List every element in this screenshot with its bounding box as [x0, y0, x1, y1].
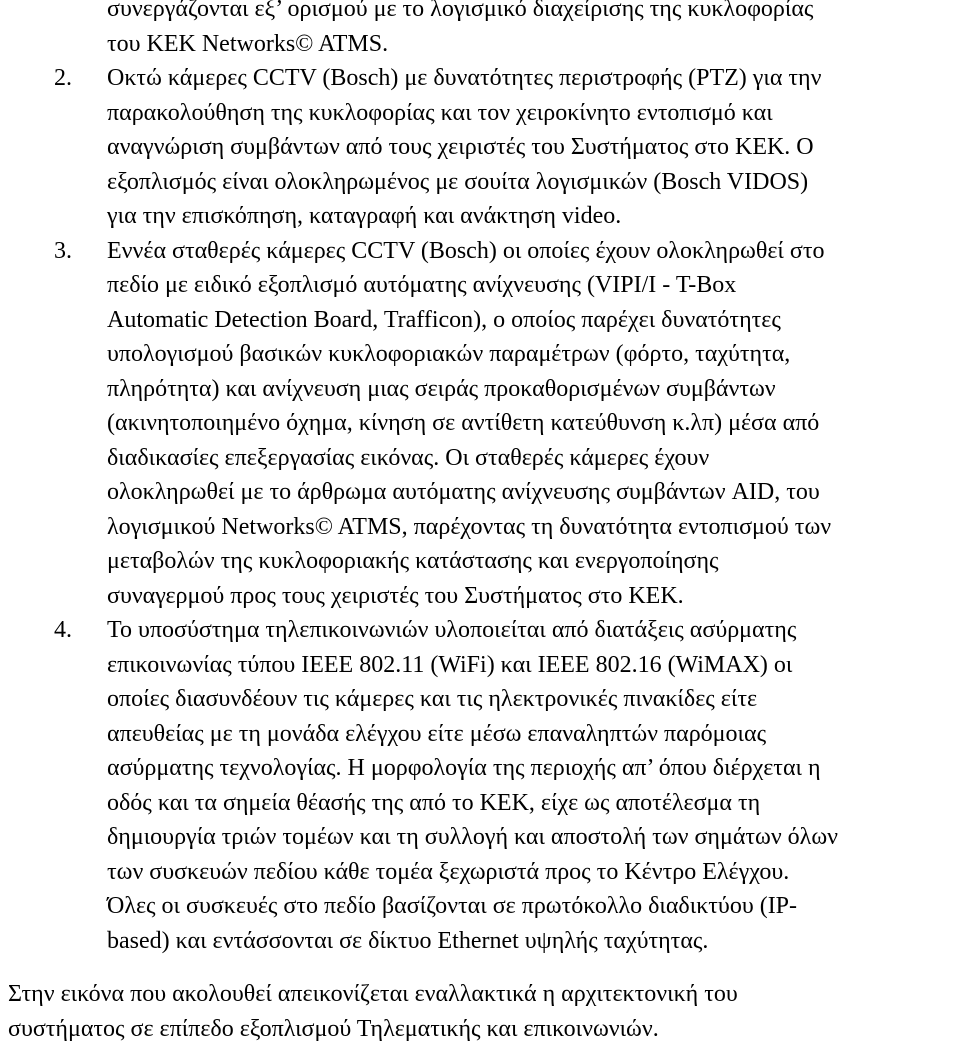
- text-line: Automatic Detection Board, Trafficon), ο οποίος παρέχει δυνατότητες: [107, 303, 942, 338]
- list-item-4: [0, 613, 960, 958]
- text-line: οποίες διασυνδέουν τις κάμερες και τις ηλεκτρονικές πινακίδες είτε: [107, 682, 942, 717]
- text-line: υπολογισμού βασικών κυκλοφοριακών παραμέτρων (φόρτο, ταχύτητα,: [107, 337, 942, 372]
- text-line: επικοινωνίας τύπου IEEE 802.11 (WiFi) και IEEE 802.16 (WiMAX) οι: [107, 648, 942, 683]
- text-line: based) και εντάσσονται σε δίκτυο Ethernet υψηλής ταχύτητας.: [107, 924, 942, 959]
- list-item-3: [0, 234, 960, 614]
- text-line: του ΚΕΚ Networks© ATMS.: [107, 27, 942, 62]
- text-line: για την επισκόπηση, καταγραφή και ανάκτηση video.: [107, 199, 942, 234]
- text-line: Εννέα σταθερές κάμερες CCTV (Bosch) οι οποίες έχουν ολοκληρωθεί στο: [107, 234, 942, 269]
- text-line: ολοκληρωθεί με το άρθρωμα αυτόματης ανίχνευσης συμβάντων AID, του: [107, 475, 942, 510]
- text-line: συναγερμού προς τους χειριστές του Συστήματος στο ΚΕΚ.: [107, 579, 942, 614]
- text-line: Οκτώ κάμερες CCTV (Bosch) με δυνατότητες περιστροφής (PTZ) για την: [107, 61, 942, 96]
- text-line: εξοπλισμός είναι ολοκληρωμένος με σουίτα λογισμικών (Bosch VIDOS): [107, 165, 942, 200]
- text-line: (ακινητοποιημένο όχημα, κίνηση σε αντίθετη κατεύθυνση κ.λπ) μέσα από: [107, 406, 942, 441]
- text-line: πεδίο με ειδικό εξοπλισμό αυτόματης ανίχνευσης (VIPI/I - T-Box: [107, 268, 942, 303]
- text-line: δημιουργία τριών τομέων και τη συλλογή και αποστολή των σημάτων όλων: [107, 820, 942, 855]
- text-line: λογισμικού Networks© ATMS, παρέχοντας τη δυνατότητα εντοπισμού των: [107, 510, 942, 545]
- list-item-1-continuation: [0, 0, 960, 61]
- text-line: των συσκευών πεδίου κάθε τομέα ξεχωριστά προς το Κέντρο Ελέγχου.: [107, 855, 942, 890]
- list-number: 2.: [54, 61, 72, 96]
- text-line: συστήματος σε επίπεδο εξοπλισμού Τηλεματικής και επικοινωνιών.: [8, 1012, 960, 1046]
- text-line: οδός και τα σημεία θέασής της από το ΚΕΚ, είχε ως αποτέλεσμα τη: [107, 786, 942, 821]
- text-line: απευθείας με τη μονάδα ελέγχου είτε μέσω επαναληπτών παρόμοιας: [107, 717, 942, 752]
- closing-paragraph: [0, 977, 960, 1046]
- text-line: ασύρματης τεχνολογίας. Η μορφολογία της περιοχής απ’ όπου διέρχεται η: [107, 751, 942, 786]
- list-number: 4.: [54, 613, 72, 648]
- text-line: πληρότητα) και ανίχνευση μιας σειράς προκαθορισμένων συμβάντων: [107, 372, 942, 407]
- text-line: παρακολούθηση της κυκλοφορίας και τον χειροκίνητο εντοπισμό και: [107, 96, 942, 131]
- list-number: 3.: [54, 234, 72, 269]
- text-line: Όλες οι συσκευές στο πεδίο βασίζονται σε πρωτόκολλο διαδικτύου (IP-: [107, 889, 942, 924]
- list-item-2: [0, 61, 960, 234]
- text-line: Το υποσύστημα τηλεπικοινωνιών υλοποιείται από διατάξεις ασύρματης: [107, 613, 942, 648]
- text-line: συνεργάζονται εξ’ ορισμού με το λογισμικό διαχείρισης της κυκλοφορίας: [107, 0, 942, 27]
- text-line: Στην εικόνα που ακολουθεί απεικονίζεται εναλλακτικά η αρχιτεκτονική του: [8, 977, 960, 1012]
- text-line: αναγνώριση συμβάντων από τους χειριστές του Συστήματος στο ΚΕΚ. Ο: [107, 130, 942, 165]
- text-line: διαδικασίες επεξεργασίας εικόνας. Οι σταθερές κάμερες έχουν: [107, 441, 942, 476]
- text-line: μεταβολών της κυκλοφοριακής κατάστασης και ενεργοποίησης: [107, 544, 942, 579]
